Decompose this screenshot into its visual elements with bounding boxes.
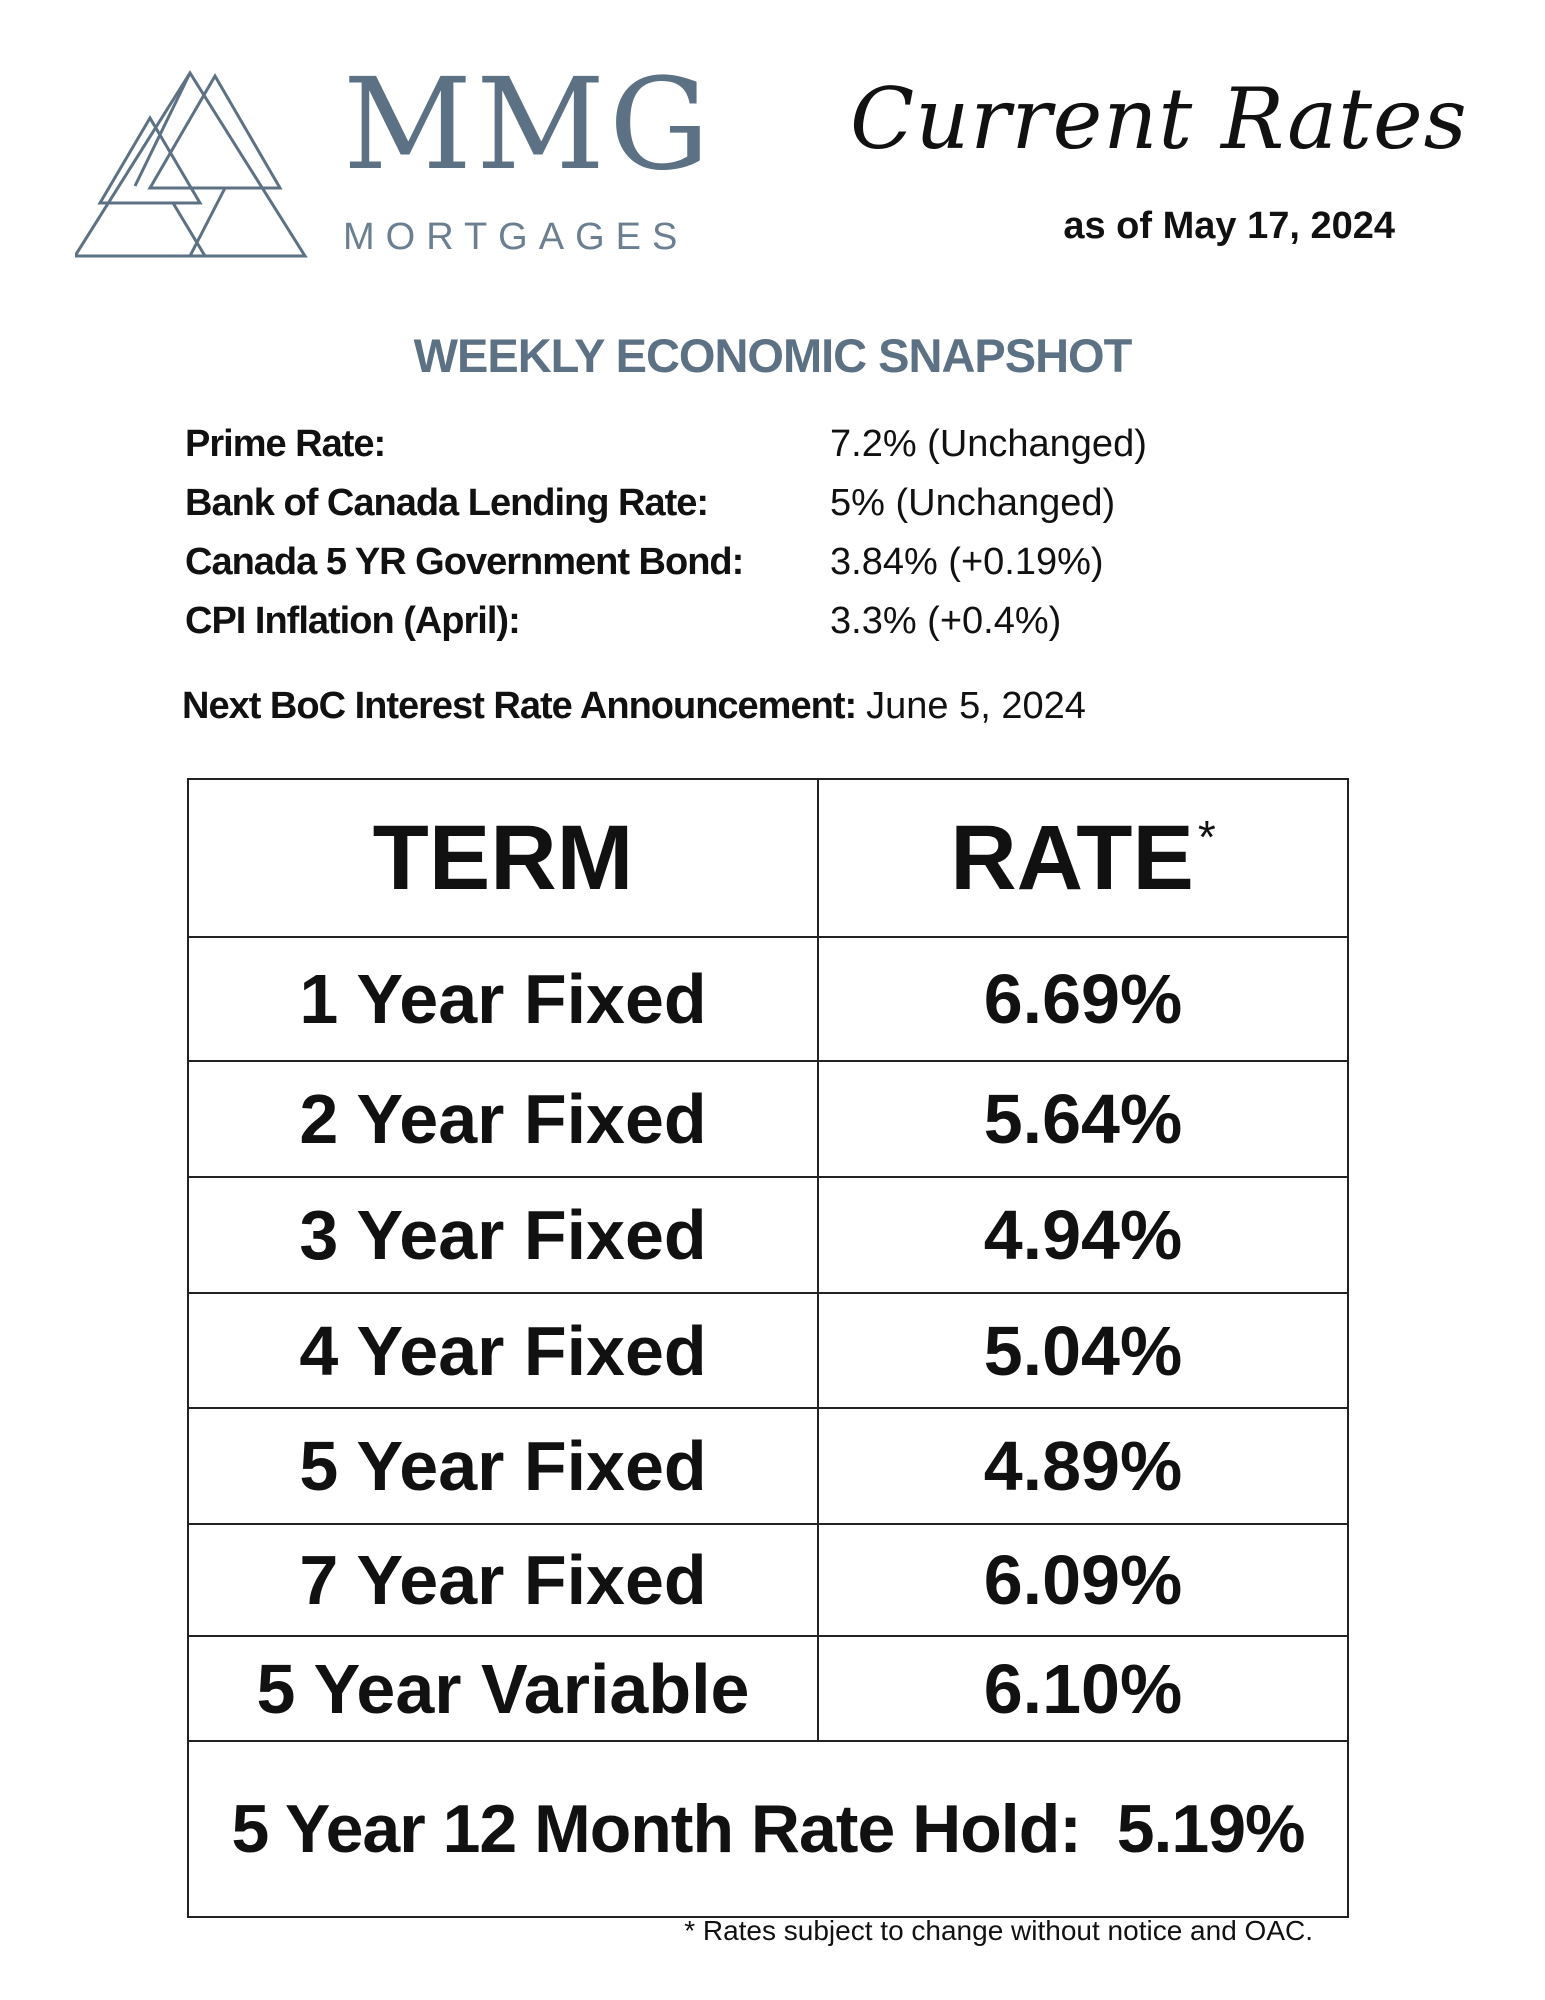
page-title: Current Rates [850, 70, 1468, 168]
indicator-value: 5% (Unchanged) [830, 482, 1116, 524]
rate-cell: 4.94% [818, 1177, 1348, 1293]
indicator-row [185, 592, 1285, 651]
rate-cell: 4.89% [818, 1408, 1348, 1524]
term-header-label: TERM [372, 806, 634, 909]
mountain-logo-icon [75, 68, 345, 268]
rate-cell: 6.10% [818, 1636, 1348, 1741]
rate-hold-row [188, 1741, 1348, 1917]
term-cell: 5 Year Fixed [188, 1408, 818, 1524]
rate-cell: 5.04% [818, 1293, 1348, 1408]
rate-cell: 5.64% [818, 1061, 1348, 1177]
term-cell: 7 Year Fixed [188, 1524, 818, 1636]
next-announcement [182, 685, 1086, 728]
indicator-row [185, 533, 1285, 592]
rate-hold-cell [188, 1741, 1348, 1917]
term-cell: 4 Year Fixed [188, 1293, 818, 1408]
indicator-label: Canada 5 YR Government Bond: [185, 541, 744, 583]
rate-header [818, 779, 1348, 937]
table-header-row [188, 779, 1348, 937]
term-cell: 5 Year Variable [188, 1636, 818, 1741]
next-announcement-label: Next BoC Interest Rate Announcement: [182, 685, 857, 727]
rate-hold-label: 5 Year 12 Month Rate Hold: [231, 1791, 1081, 1867]
term-header [188, 779, 818, 937]
next-announcement-date: June 5, 2024 [866, 685, 1086, 727]
table-row [188, 1408, 1348, 1524]
logo-subtitle: MORTGAGES [343, 216, 689, 258]
rate-cell: 6.09% [818, 1524, 1348, 1636]
indicator-label: Prime Rate: [185, 423, 386, 465]
footnote: * Rates subject to change without notice and OAC. [684, 1915, 1313, 1946]
term-cell: 3 Year Fixed [188, 1177, 818, 1293]
table-row [188, 1061, 1348, 1177]
table-row [188, 1636, 1348, 1741]
rates-table [187, 778, 1349, 1918]
indicator-value: 3.84% (+0.19%) [830, 541, 1104, 583]
logo-wordmark: MMG [343, 51, 714, 198]
table-row [188, 937, 1348, 1061]
rate-hold-value: 5.19% [1116, 1791, 1305, 1867]
term-cell: 2 Year Fixed [188, 1061, 818, 1177]
as-of-date: as of May 17, 2024 [1063, 205, 1395, 247]
table-row [188, 1293, 1348, 1408]
rate-cell: 6.69% [818, 937, 1348, 1061]
snapshot-heading: WEEKLY ECONOMIC SNAPSHOT [413, 329, 1132, 382]
indicator-row [185, 415, 1285, 474]
indicator-label: CPI Inflation (April): [185, 600, 520, 642]
indicator-value: 7.2% (Unchanged) [830, 423, 1147, 465]
economic-indicators [185, 415, 1285, 651]
rate-footnote-marker: * [1197, 810, 1216, 863]
mmg-logo [75, 51, 714, 268]
term-cell: 1 Year Fixed [188, 937, 818, 1061]
table-row [188, 1177, 1348, 1293]
indicator-row [185, 474, 1285, 533]
indicator-label: Bank of Canada Lending Rate: [185, 482, 709, 524]
table-row [188, 1524, 1348, 1636]
rate-header-label: RATE [950, 806, 1194, 909]
indicator-value: 3.3% (+0.4%) [830, 600, 1062, 642]
